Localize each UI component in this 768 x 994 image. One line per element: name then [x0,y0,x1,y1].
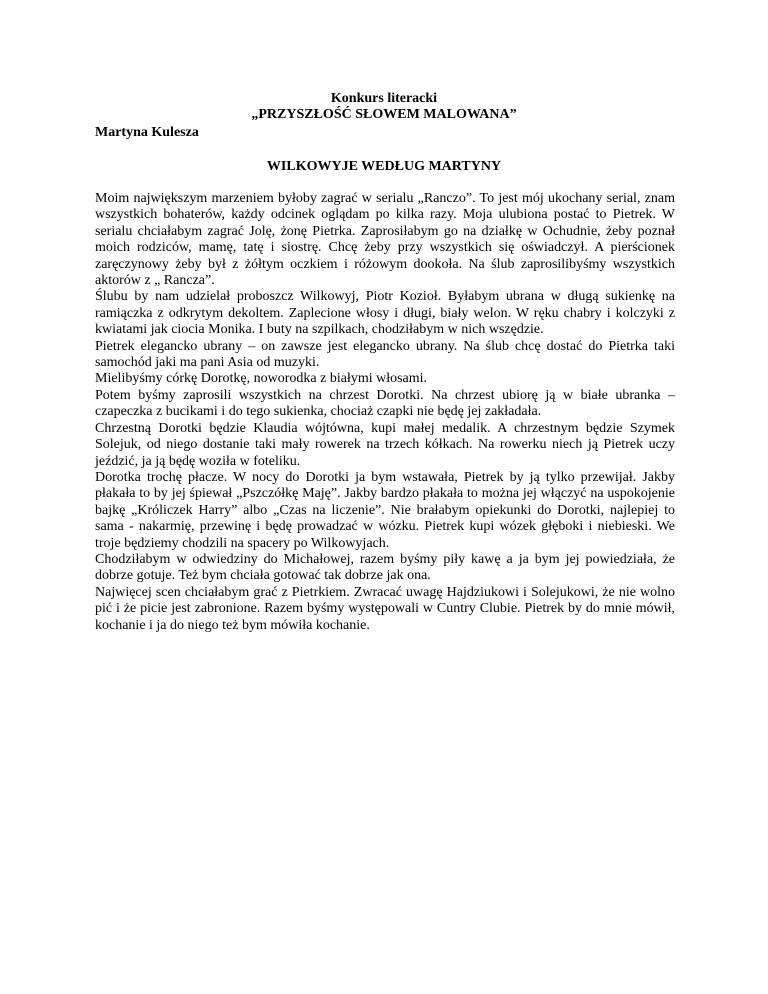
story-body [95,191,675,634]
paragraph: Najwięcej scen chciałabym grać z Pietrkiem. Zwracać uwagę Hajdziukowi i Solejukowi, że nie wolno pić i że picie jest zabronione. Razem byśmy występowali w Cuntry Clubie. Pietrek by do mnie mówił, kochanie i ja do niego też bym mówiła kochanie. [95,584,675,633]
paragraph: Chodziłabym w odwiedziny do Michałowej, razem byśmy piły kawę a ja bym jej powiedziała, że dobrze gotuje. Też bym chciała gotować tak dobrze jak ona. [95,551,675,584]
paragraph: Moim największym marzeniem byłoby zagrać w serialu „Ranczo”. To jest mój ukochany serial, znam wszystkich bohaterów, każdy odcinek oglądam po kilka razy. Moja ulubiona postać to Pietrek. W serialu chciałabym zagrać Jolę, żonę Pietrka. Zaprosiłabym go na działkę w Ochudnie, żeby poznał moich rodziców, mamę, tatę i siostrę. Chcę żeby przy wszystkich się oświadczył. A pierścionek zaręczynowy żeby był z żółtym oczkiem i różowym dookoła. Na ślub zaprosilibyśmy wszystkich aktorów z „ Rancza”. [95,191,675,289]
author-name: Martyna Kulesza [95,125,199,140]
paragraph: Dorotka trochę płacze. W nocy do Dorotki ja bym wstawała, Pietrek by ją tylko przewijał. Jakby płakała to by jej śpiewał „Pszczółkę Maję”. Jakby bardzo płakała to można jej włączyć na uspokojenie bajkę „Króliczek Harry” albo „Czas na liczenie”. Nie brałabym opiekunki do Dorotki, najlepiej to sama - nakarmię, przewinę i będę prowadzać w wózku. Pietrek kupi wózek głęboki i niebieski. We troje będziemy chodzili na spacery po Wilkowyjach. [95,469,675,551]
paragraph: Potem byśmy zaprosili wszystkich na chrzest Dorotki. Na chrzest ubiorę ją w białe ubranka – czapeczka z bucikami i do tego sukienka, chociaż czapki nie będę jej zakładała. [95,387,675,420]
contest-theme: „PRZYSZŁOŚĆ SŁOWEM MALOWANA” [251,107,517,122]
paragraph: Mielibyśmy córkę Dorotkę, noworodka z białymi włosami. [95,371,428,387]
contest-title: Konkurs literacki [330,91,438,106]
paragraph: Chrzestną Dorotki będzie Klaudia wójtówna, kupi małej medalik. A chrzestnym będzie Szymek Solejuk, od niego dostanie taki mały rowerek na trzech kółkach. Na rowerku niech ją Pietrek uczy jeździć, ja ją będę woziła w foteliku. [95,420,675,469]
paragraph: Ślubu by nam udzielał proboszcz Wilkowyj, Piotr Kozioł. Byłabym ubrana w długą sukienkę na ramiączka z odkrytym dekoltem. Zaplecione włosy i długi, biały welon. W ręku chabry i kolczyki z kwiatami jak ciocia Monika. I buty na szpilkach, chodziłabym w nich wszędzie. [95,289,675,338]
paragraph: Pietrek elegancko ubrany – on zawsze jest elegancko ubrany. Na ślub chcę dostać do Pietrka taki samochód jaki ma pani Asia od muzyki. [95,338,675,371]
story-title: WILKOWYJE WEDŁUG MARTYNY [266,159,502,174]
